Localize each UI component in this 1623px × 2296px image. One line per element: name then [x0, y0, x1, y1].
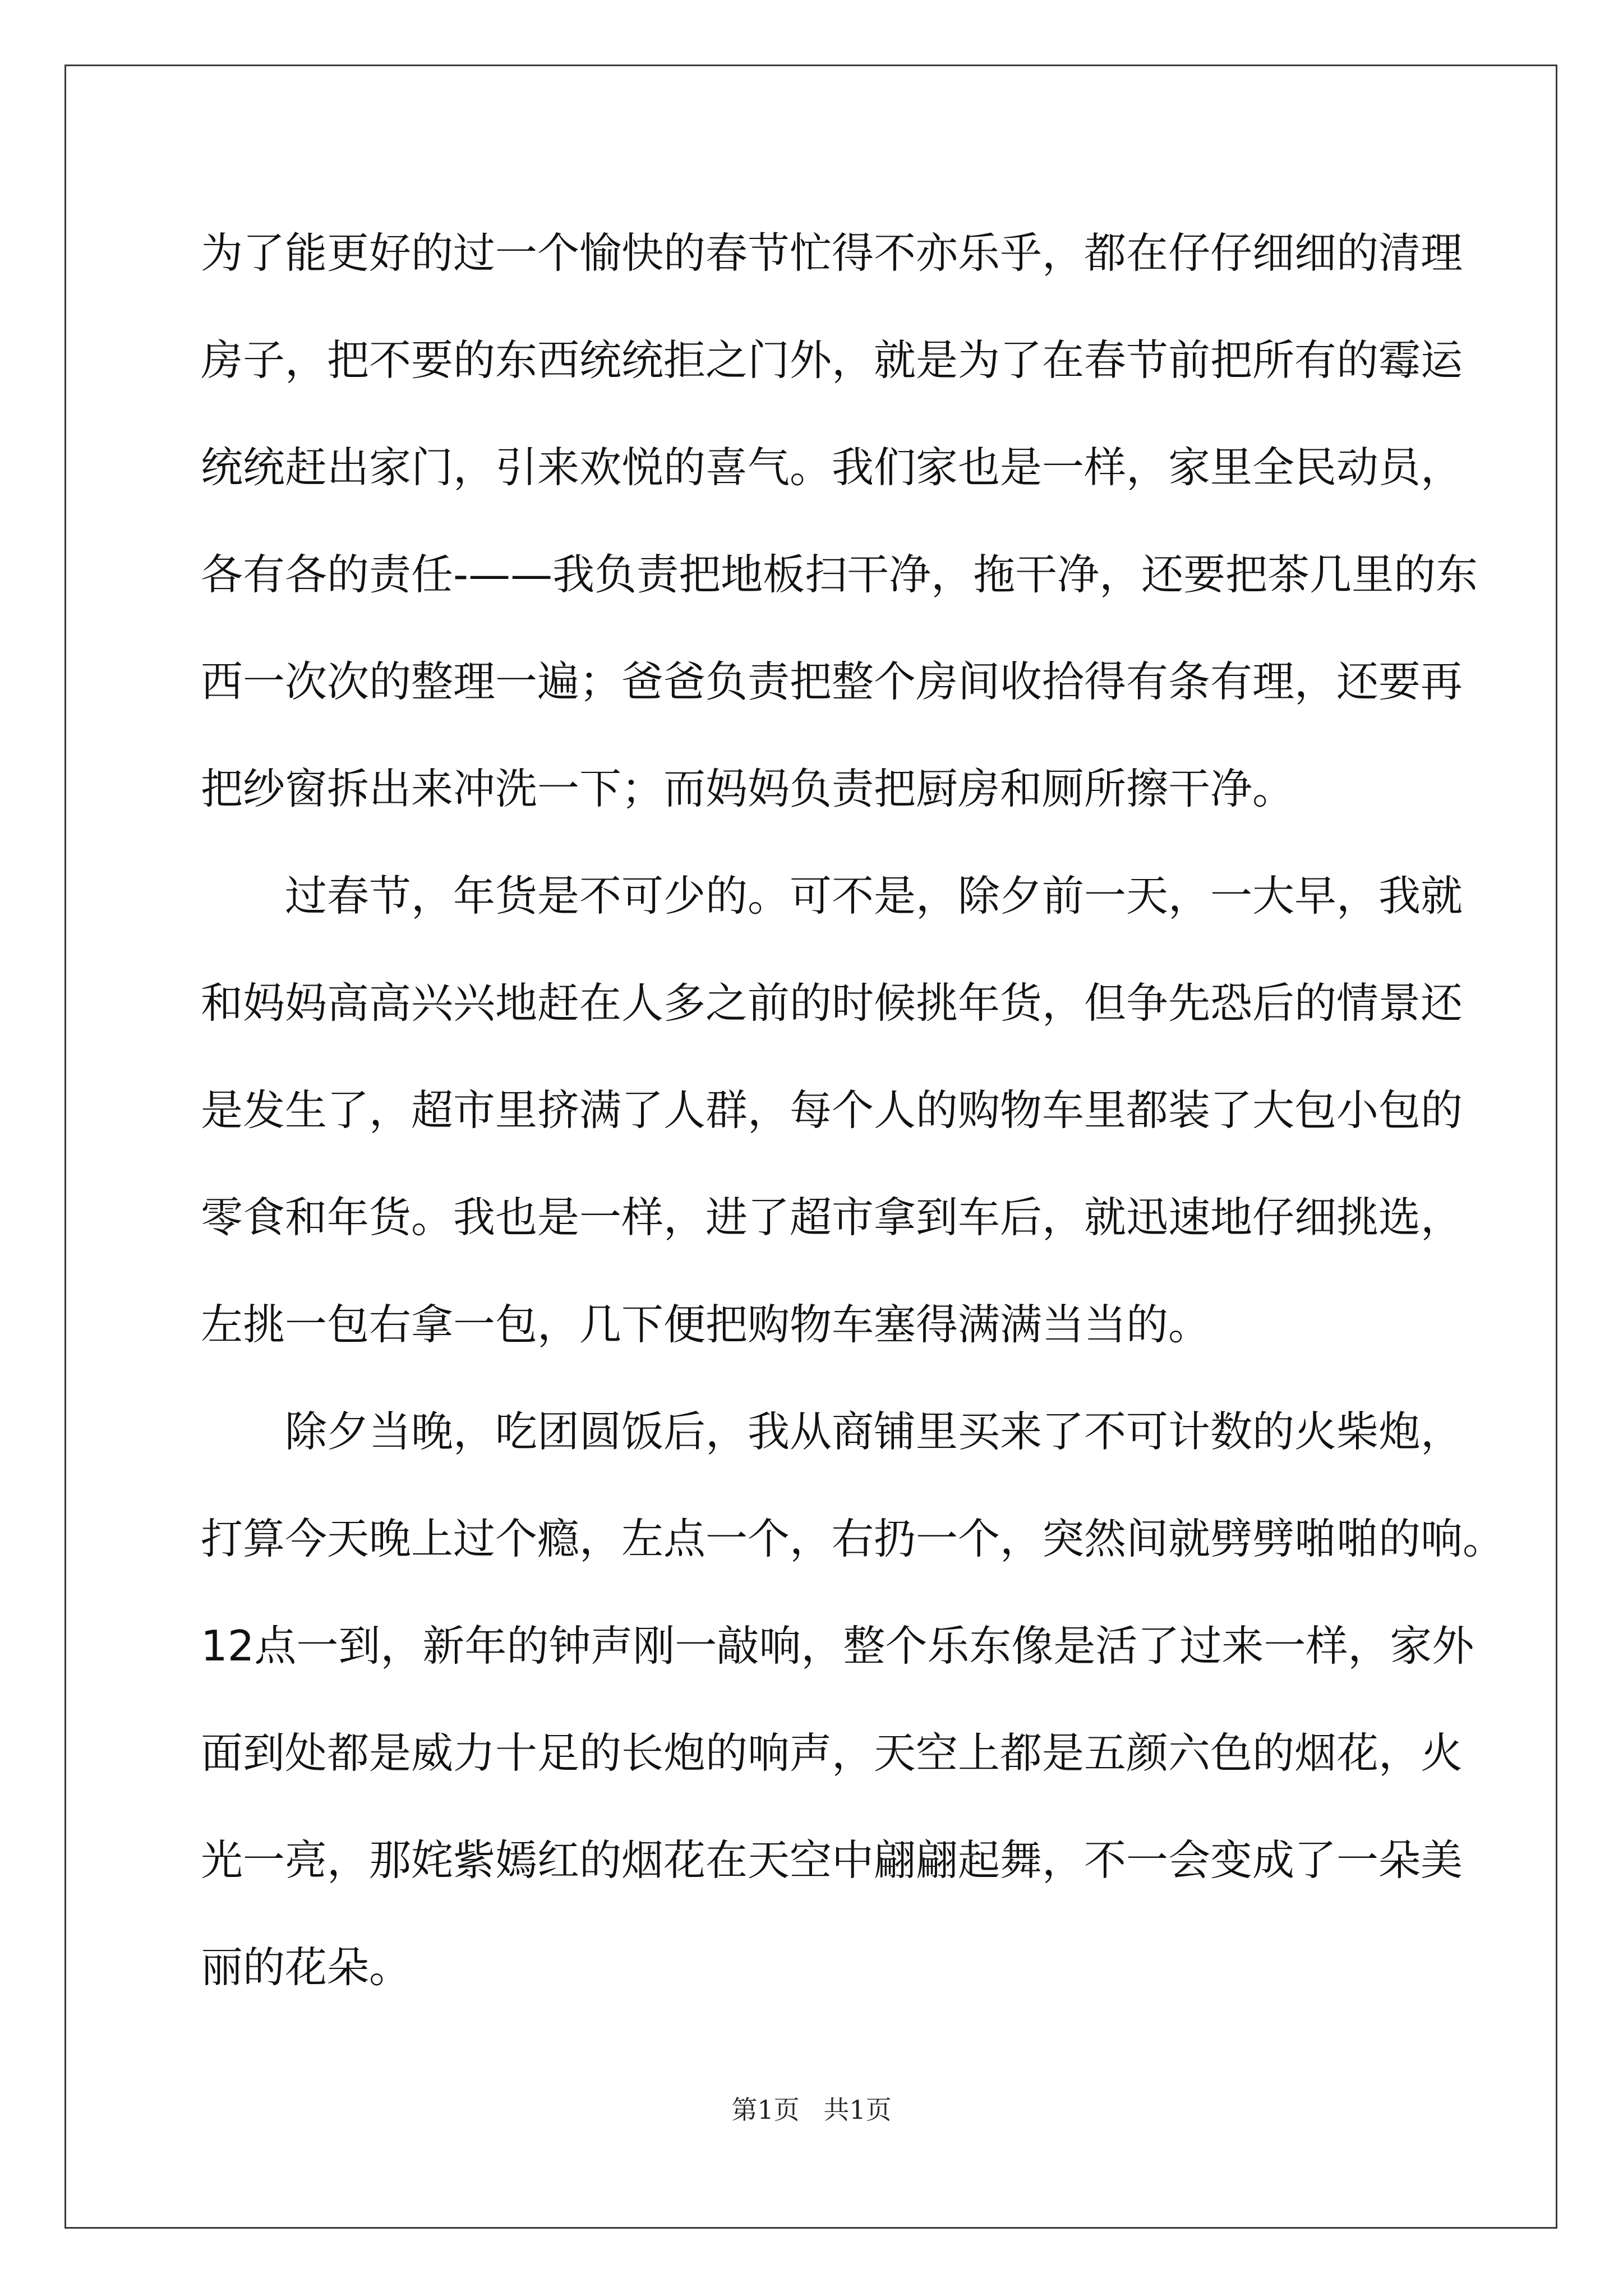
text-line: 是发生了，超市里挤满了人群，每个人的购物车里都装了大包小包的	[201, 1085, 1463, 1135]
page-footer	[0, 2090, 1623, 2127]
text-line: 面到处都是威力十足的长炮的响声，天空上都是五颜六色的烟花，火	[201, 1728, 1463, 1778]
text-line: 西一次次的整理一遍；爸爸负责把整个房间收拾得有条有理，还要再	[201, 657, 1463, 706]
text-line: 丽的花朵。	[201, 1943, 412, 1992]
text-line: 把纱窗拆出来冲洗一下；而妈妈负责把厨房和厕所擦干净。	[201, 764, 1295, 813]
text-line: 过春节，年货是不可少的。可不是，除夕前一天，一大早，我就	[285, 871, 1463, 921]
text-line: 各有各的责任-——我负责把地板扫干净，拖干净，还要把茶几里的东	[201, 550, 1478, 599]
text-line: 零食和年货。我也是一样，进了超市拿到车后，就迅速地仔细挑选，	[201, 1193, 1463, 1242]
paragraph-3	[201, 1398, 1507, 2041]
text-line: 12点一到，新年的钟声刚一敲响，整个乐东像是活了过来一样，家外	[201, 1621, 1474, 1671]
paragraph-1	[201, 220, 1507, 863]
text-line: 和妈妈高高兴兴地赶在人多之前的时候挑年货，但争先恐后的情景还	[201, 978, 1463, 1028]
page-total: 共1页	[823, 2095, 892, 2125]
text-line: 房子，把不要的东西统统拒之门外，就是为了在春节前把所有的霉运	[201, 335, 1463, 385]
document-body	[201, 220, 1507, 2041]
text-line: 除夕当晚，吃团圆饭后，我从商铺里买来了不可计数的火柴炮，	[285, 1407, 1463, 1456]
paragraph-2	[201, 863, 1507, 1398]
text-line: 为了能更好的过一个愉快的春节忙得不亦乐乎，都在仔仔细细的清理	[201, 228, 1463, 278]
text-line: 光一亮，那姹紫嫣红的烟花在天空中翩翩起舞，不一会变成了一朵美	[201, 1835, 1463, 1885]
page-number: 第1页	[731, 2095, 800, 2125]
text-line: 打算今天晚上过个瘾，左点一个，右扔一个，突然间就劈劈啪啪的响。	[201, 1514, 1505, 1563]
text-line: 左挑一包右拿一包，几下便把购物车塞得满满当当的。	[201, 1300, 1211, 1349]
text-line: 统统赶出家门，引来欢悦的喜气。我们家也是一样，家里全民动员，	[201, 443, 1463, 492]
